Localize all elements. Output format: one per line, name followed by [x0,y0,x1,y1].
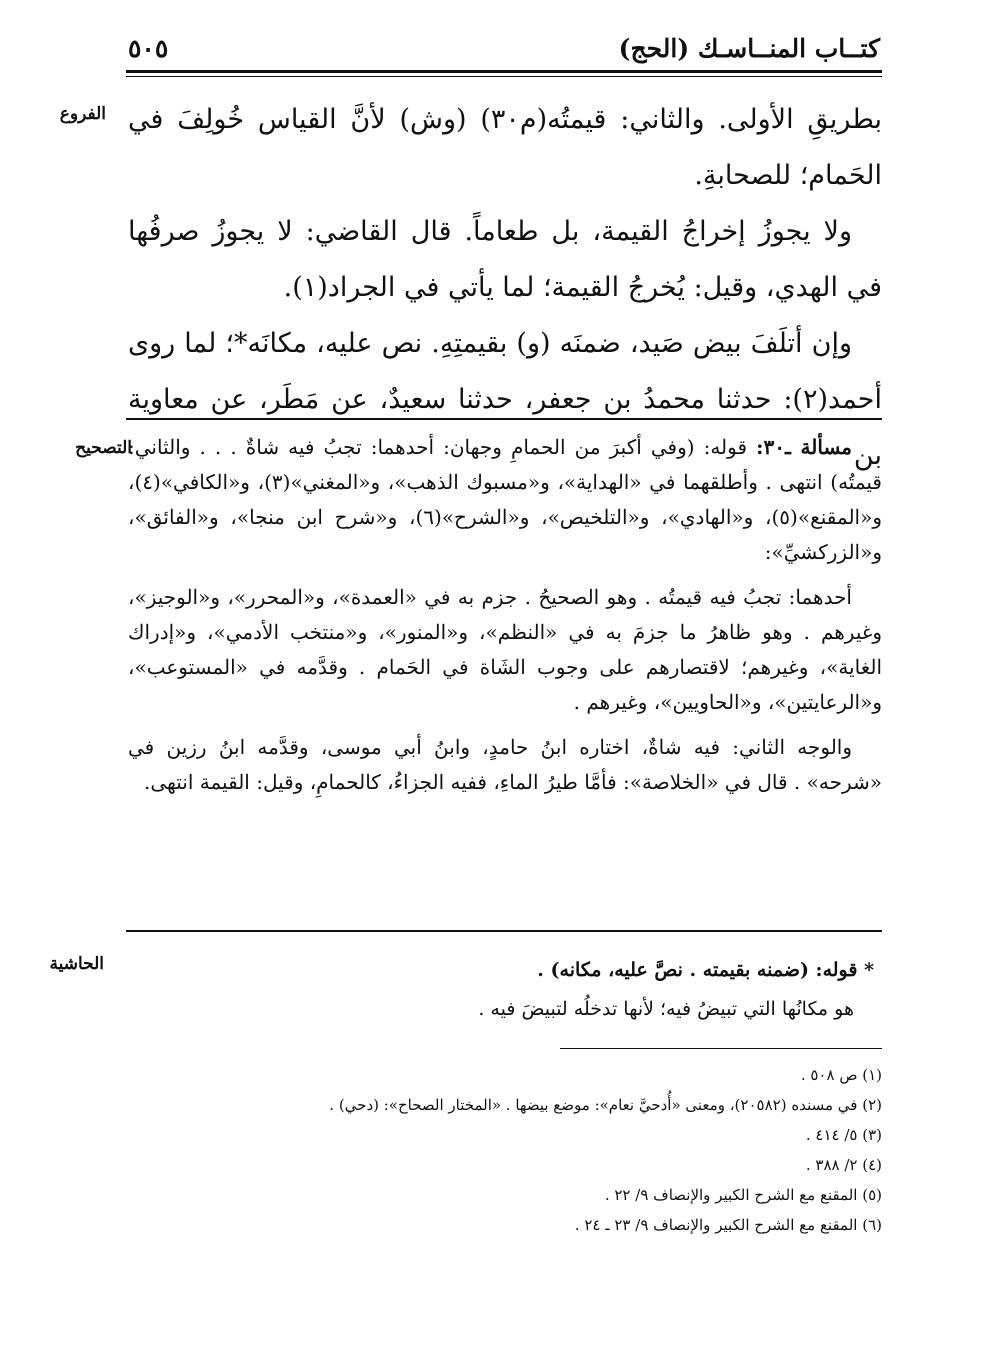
footnote: (٦) المقنع مع الشرح الكبير والإنصاف ٩/ ٢٣ ـ ٢٤ . [574,1216,882,1234]
header-rule-thin [126,76,882,77]
tashih-text: قوله: (وفي أكبرَ من الحمامِ وجهان: أحدهما: تجبُ فيه شاةٌ . . . والثاني: قيمتُه) انتهى . وأطلقهما في «الهداية»، و«مسبوك الذهب»، و«المغني»(٣)، و«الكافي»(٤)، و«المقنع»(٥)، و«الهادي»، و«التلخيص»، و«الشرح»(٦)، و«شرح ابن منجا»، و«الفائق»، و«الزركشيِّ»: [128,435,882,564]
tashih-paragraph [128,430,882,570]
furu-paragraph: بطريقِ الأولى. والثاني: قيمتُه(م٣٠) (وش) لأنَّ القياس خُولِفَ في الحَمام؛ للصحابةِ. [128,104,882,191]
tashih-section [128,430,882,800]
hashiya-quote: * قوله: (ضمنه بقيمته . نصَّ عليه، مكانه) . [537,959,874,981]
footnote: (٣) ٥/ ٤١٤ . [805,1126,882,1144]
furu-paragraph: وإن أتلَفَ بيض صَيد، ضمنَه (و) بقيمتِهِ. نص عليه، مكانَه*؛ لما روى أحمد(٢): حدثنا محمدُ بن جعفر، حدثنا سعيدٌ، عن مَطَر، عن معاوية بن [128,328,882,471]
side-label-tashih: التصحيح [75,438,132,458]
footnote-rule [560,1048,882,1049]
footnote: (٥) المقنع مع الشرح الكبير والإنصاف ٩/ ٢٢ . [604,1186,882,1204]
footnote: (٢) في مسنده (٢٠٥٨٢)، ومعنى «أُدحيَّ نعام»: موضع بيضها . «المختار الصحاح»: (دحي) . [329,1096,882,1114]
tashih-paragraph: أحدهما: تجبُ فيه قيمتُه . وهو الصحيحُ . جزم به في «العمدة»، و«المحرر»، و«الوجيز»، وغيرهم . وهو ظاهرُ ما جزمَ به في «النظم»، و«المنور»، و«منتخب الأدمي»، و«إدراك الغاية»، وغيرهم؛ لاقتصارهم على وجوب الشَاة في الحَمام . وقدَّمه في «المستوعب»، و«الرعايتين»، و«الحاويين»، وغيرهم . [128,585,883,714]
hashiya-text: هو مكانُها التي تبيضُ فيه؛ لأنها تدخلُه لتبيضَ فيه . [478,998,854,1020]
side-label-furu: الفروع [59,104,106,124]
section-divider [126,418,882,420]
header-rule-thick [126,70,882,73]
page-header [128,28,880,68]
masala-heading: مسألة ـ٣٠: [756,435,852,459]
footnote: (٤) ٢/ ٣٨٨ . [805,1156,882,1174]
section-divider [126,930,882,932]
furu-section [128,92,882,484]
tashih-paragraph: والوجه الثاني: فيه شاةٌ، اختاره ابنُ حامدٍ، وابنُ أبي موسى، وقدَّمه ابنُ رزين في «شرحه» . قال في «الخلاصة»: فأمَّا طيرُ الماءِ، ففيه الجزاءُ، كالحمامِ، وقيل: القيمة انتهى. [128,735,882,794]
book-title: كتــاب المنــاسـك (الحج) [618,34,880,63]
page-number: ٥٠٥ [128,34,169,63]
footnotes [128,1060,882,1240]
hashiya-section [128,950,882,1028]
footnote: (١) ص ٥٠٨ . [800,1066,882,1084]
furu-paragraph: ولا يجوزُ إخراجُ القيمة، بل طعاماً. قال القاضي: لا يجوزُ صرفُها في الهدي، وقيل: يُخرجُ القيمة؛ لما يأتي في الجراد(١). [128,216,882,303]
side-label-hashiya: الحاشية [49,954,104,974]
